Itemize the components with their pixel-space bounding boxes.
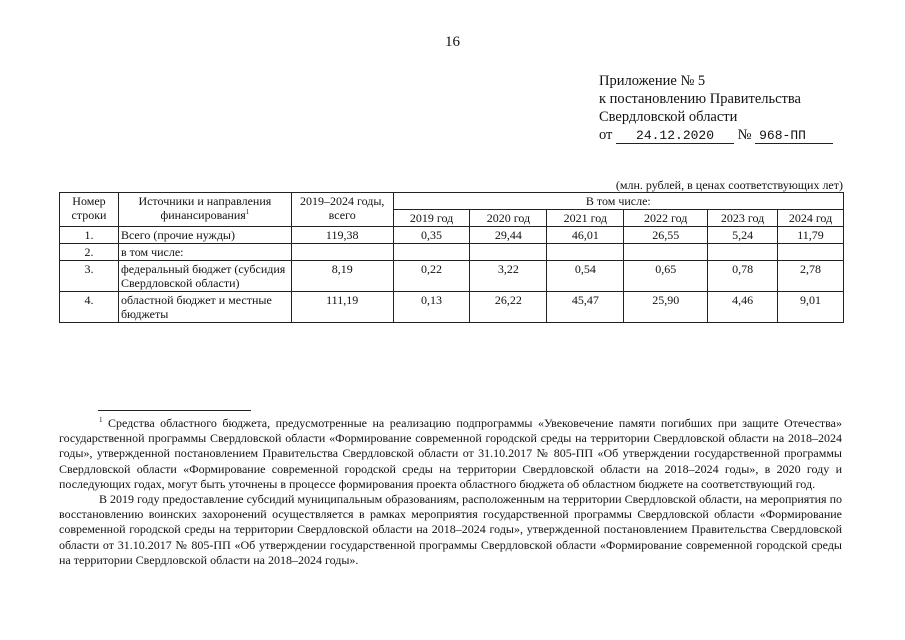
approval-line-region: Свердловской области bbox=[599, 109, 738, 125]
header-sources: Источники и направления финансирования$^1$ bbox=[118, 193, 291, 227]
header-year: 2023 год bbox=[708, 210, 778, 227]
approval-line-resolution: к постановлению Правительства bbox=[599, 91, 801, 107]
row-total bbox=[291, 244, 393, 261]
row-total: 8,19 bbox=[291, 261, 393, 292]
table-row bbox=[60, 292, 844, 323]
footnote-paragraph-2: В 2019 году предоставление субсидий муниципальным образованиям, расположенным на территории Свердловской области, на мероприятия по восстановлению воинских захоронений осуществляется в рамках мероприятия государственной программы Свердловской области «Формирование современной городской среды на территории Свердловской области на 2018–2024 годы», утвержденной постановлением Правительства Свердловской области от 31.10.2017 № 805-ПП «Об утверждении государственной программы Свердловской области «Формирование современной городской среды на территории Свердловской области на 2018–2024 годы». bbox=[59, 492, 842, 567]
row-value: 45,47 bbox=[547, 292, 624, 323]
row-value: 0,54 bbox=[547, 261, 624, 292]
footnotes bbox=[59, 416, 842, 568]
row-value: 0,78 bbox=[708, 261, 778, 292]
header-row bbox=[60, 193, 844, 210]
row-number: 3. bbox=[60, 261, 119, 292]
row-number: 2. bbox=[60, 244, 119, 261]
row-number: 1. bbox=[60, 227, 119, 244]
row-value: 46,01 bbox=[547, 227, 624, 244]
row-value: 26,55 bbox=[624, 227, 708, 244]
date-prefix: от bbox=[599, 127, 613, 143]
row-value: 3,22 bbox=[470, 261, 547, 292]
row-value: 29,44 bbox=[470, 227, 547, 244]
row-value bbox=[624, 244, 708, 261]
row-value bbox=[708, 244, 778, 261]
row-value: 0,35 bbox=[393, 227, 470, 244]
units-note: (млн. рублей, в ценах соответствующих лет) bbox=[615, 178, 843, 192]
header-including: В том числе: bbox=[393, 193, 843, 210]
table-row bbox=[60, 244, 844, 261]
financing-table bbox=[59, 192, 844, 323]
row-value bbox=[393, 244, 470, 261]
row-value: 0,65 bbox=[624, 261, 708, 292]
header-year: 2020 год bbox=[470, 210, 547, 227]
header-row-number: Номер строки bbox=[60, 193, 119, 227]
row-value: 26,22 bbox=[470, 292, 547, 323]
footnote-1: $^1$ Средства областного бюджета, предусмотренные на реализацию подпрограммы «Увековечение памяти погибших при защите Отечества» государственной программы Свердловской области «Формирование современной городской среды на территории Свердловской области на 2018–2024 годы», утвержденной постановлением Правительства Свердловской области от 31.10.2017 № 805-ПП «Об утверждении государственной программы Свердловской области «Формирование современной городской среды на территории Свердловской области на 2018–2024 годы», в 2020 году и последующих годах, могут быть уточнены в процессе формирования проекта областного бюджета об областном бюджете на соответствующий год. bbox=[59, 416, 843, 491]
number-prefix: № bbox=[737, 127, 752, 143]
row-label: Всего (прочие нужды) bbox=[118, 227, 291, 244]
footnote-marker: 1 bbox=[99, 416, 103, 424]
row-value: 5,24 bbox=[708, 227, 778, 244]
row-value: 11,79 bbox=[778, 227, 844, 244]
row-label: областной бюджет и местные бюджеты bbox=[118, 292, 291, 323]
row-value bbox=[470, 244, 547, 261]
row-label: федеральный бюджет (субсидия Свердловской области) bbox=[118, 261, 291, 292]
row-total: 111,19 bbox=[291, 292, 393, 323]
row-value: 25,90 bbox=[624, 292, 708, 323]
row-number: 4. bbox=[60, 292, 119, 323]
footnote-divider bbox=[98, 410, 251, 411]
header-year: 2022 год bbox=[624, 210, 708, 227]
page-number: 16 bbox=[445, 34, 460, 50]
header-year: 2024 год bbox=[778, 210, 844, 227]
header-year: 2021 год bbox=[547, 210, 624, 227]
row-value bbox=[547, 244, 624, 261]
row-value: 9,01 bbox=[778, 292, 844, 323]
table-row bbox=[60, 261, 844, 292]
row-value: 0,22 bbox=[393, 261, 470, 292]
approval-title: Приложение № 5 bbox=[599, 73, 706, 89]
row-total: 119,38 bbox=[291, 227, 393, 244]
footnote-ref: 1 bbox=[245, 208, 250, 216]
approval-date: 24.12.2020 bbox=[616, 128, 734, 144]
approval-date-line bbox=[599, 126, 899, 144]
row-value: 2,78 bbox=[778, 261, 844, 292]
header-year: 2019 год bbox=[393, 210, 470, 227]
row-value: 0,13 bbox=[393, 292, 470, 323]
table-row bbox=[60, 227, 844, 244]
approval-block bbox=[599, 72, 899, 144]
header-total: 2019–2024 годы, всего bbox=[291, 193, 393, 227]
row-value: 4,46 bbox=[708, 292, 778, 323]
row-label: в том числе: bbox=[118, 244, 291, 261]
approval-number: 968-ПП bbox=[755, 128, 833, 144]
row-value bbox=[778, 244, 844, 261]
